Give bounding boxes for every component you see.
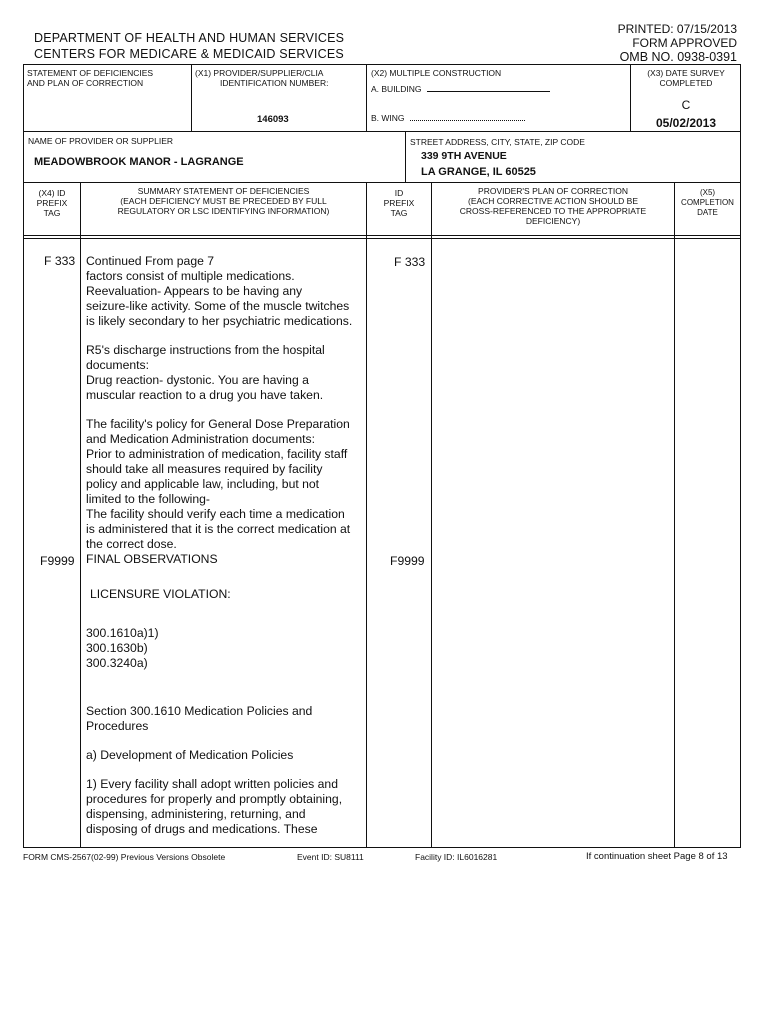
form-number: FORM CMS-2567(02-99) Previous Versions Obsolete [23, 852, 226, 862]
survey-code: C [681, 98, 691, 112]
agency-header [34, 30, 344, 62]
tag-right-f333: F 333 [394, 255, 426, 269]
divider [23, 238, 741, 239]
rule-codes: 300.1610a)1) 300.1630b) 300.3240a) [86, 626, 159, 670]
facility-id: Facility ID: IL6016281 [415, 852, 498, 862]
event-id: Event ID: SU8111 [297, 852, 364, 862]
column-divider [80, 182, 81, 848]
paragraph: Continued From page 7 factors consist of multiple medications. Reevaluation- Appears to be having any seizure-like activity. Some of the muscle twitches is likely secondary to her psychiatric medications. [86, 254, 353, 328]
wing-label: B. WING [371, 113, 405, 123]
provider-name: MEADOWBROOK MANOR - LAGRANGE [34, 156, 244, 168]
column-divider [366, 182, 367, 848]
subsection: a) Development of Medication Policies [86, 748, 294, 762]
summary-text [86, 254, 364, 851]
omb-number: OMB NO. 0938-0391 [619, 50, 737, 64]
x1-label: (X1) PROVIDER/SUPPLIER/CLIA IDENTIFICATION NUMBER: [195, 68, 329, 88]
statement-label: STATEMENT OF DEFICIENCIES AND PLAN OF CORRECTION [27, 68, 154, 88]
paragraph: The facility's policy for General Dose Preparation and Medication Administration documents: Prior to administration of medication, facility staff should take all measures required by facility policy and applicable law, including, but not limited to the following- The facility should verify each time a medication is administered that it is the correct medication at the correct dose. [86, 417, 351, 551]
x3-label: (X3) DATE SURVEY COMPLETED [647, 68, 725, 88]
divider [23, 182, 741, 183]
plan-header: PROVIDER'S PLAN OF CORRECTION (EACH CORRECTIVE ACTION SHOULD BE CROSS-REFERENCED TO THE APPROPRIATE DEFICIENCY) [459, 186, 647, 226]
paragraph: 1) Every facility shall adopt written policies and procedures for properly and promptly obtaining, dispensing, administering, returning, and disposing of drugs and medications. These [86, 777, 343, 836]
completion-header: (X5) COMPLETION DATE [681, 188, 734, 217]
street-address: 339 9TH AVENUE [421, 150, 507, 162]
city-state-zip: LA GRANGE, IL 60525 [421, 166, 536, 178]
tag-left-f333: F 333 [44, 254, 76, 268]
building-label: A. BUILDING [371, 84, 422, 94]
paragraph: R5's discharge instructions from the hospital documents: Drug reaction- dystonic. You are having a muscular reaction to a drug you have taken. [86, 343, 325, 402]
divider [191, 64, 192, 131]
x2-label: (X2) MULTIPLE CONSTRUCTION [371, 68, 502, 78]
divider [366, 64, 367, 131]
survey-date: 05/02/2013 [655, 116, 717, 130]
column-divider [674, 182, 675, 848]
x4-header: (X4) ID PREFIX TAG [36, 188, 68, 218]
tag-left-f9999: F9999 [40, 554, 75, 568]
dept-line-2: CENTERS FOR MEDICARE & MEDICAID SERVICES [34, 47, 344, 61]
printed-date: PRINTED: 07/15/2013 [617, 22, 737, 36]
address-label: STREET ADDRESS, CITY, STATE, ZIP CODE [410, 137, 585, 147]
column-divider [431, 182, 432, 848]
divider [23, 235, 741, 236]
dept-line-1: DEPARTMENT OF HEALTH AND HUMAN SERVICES [34, 31, 345, 45]
provider-id-number: 146093 [257, 114, 289, 125]
divider [630, 64, 631, 131]
provider-name-label: NAME OF PROVIDER OR SUPPLIER [28, 136, 173, 146]
building-field [371, 84, 550, 94]
divider [23, 131, 741, 132]
building-blank [427, 84, 550, 92]
summary-header: SUMMARY STATEMENT OF DEFICIENCIES (EACH DEFICIENCY MUST BE PRECEDED BY FULL REGULATORY OR LSC IDENTIFYING INFORMATION) [117, 186, 330, 216]
form-approval-block [618, 22, 737, 64]
form-approved: FORM APPROVED [632, 36, 737, 50]
licensure-violation: LICENSURE VIOLATION: [90, 587, 231, 601]
wing-field [371, 113, 525, 123]
divider [405, 131, 406, 182]
wing-blank [410, 113, 525, 121]
final-observations: FINAL OBSERVATIONS [86, 552, 218, 566]
section-title: Section 300.1610 Medication Policies and Procedures [86, 704, 313, 733]
tag-right-f9999: F9999 [390, 554, 425, 568]
page-indicator: If continuation sheet Page 8 of 13 [586, 851, 728, 862]
id-prefix-header: ID PREFIX TAG [383, 188, 415, 218]
